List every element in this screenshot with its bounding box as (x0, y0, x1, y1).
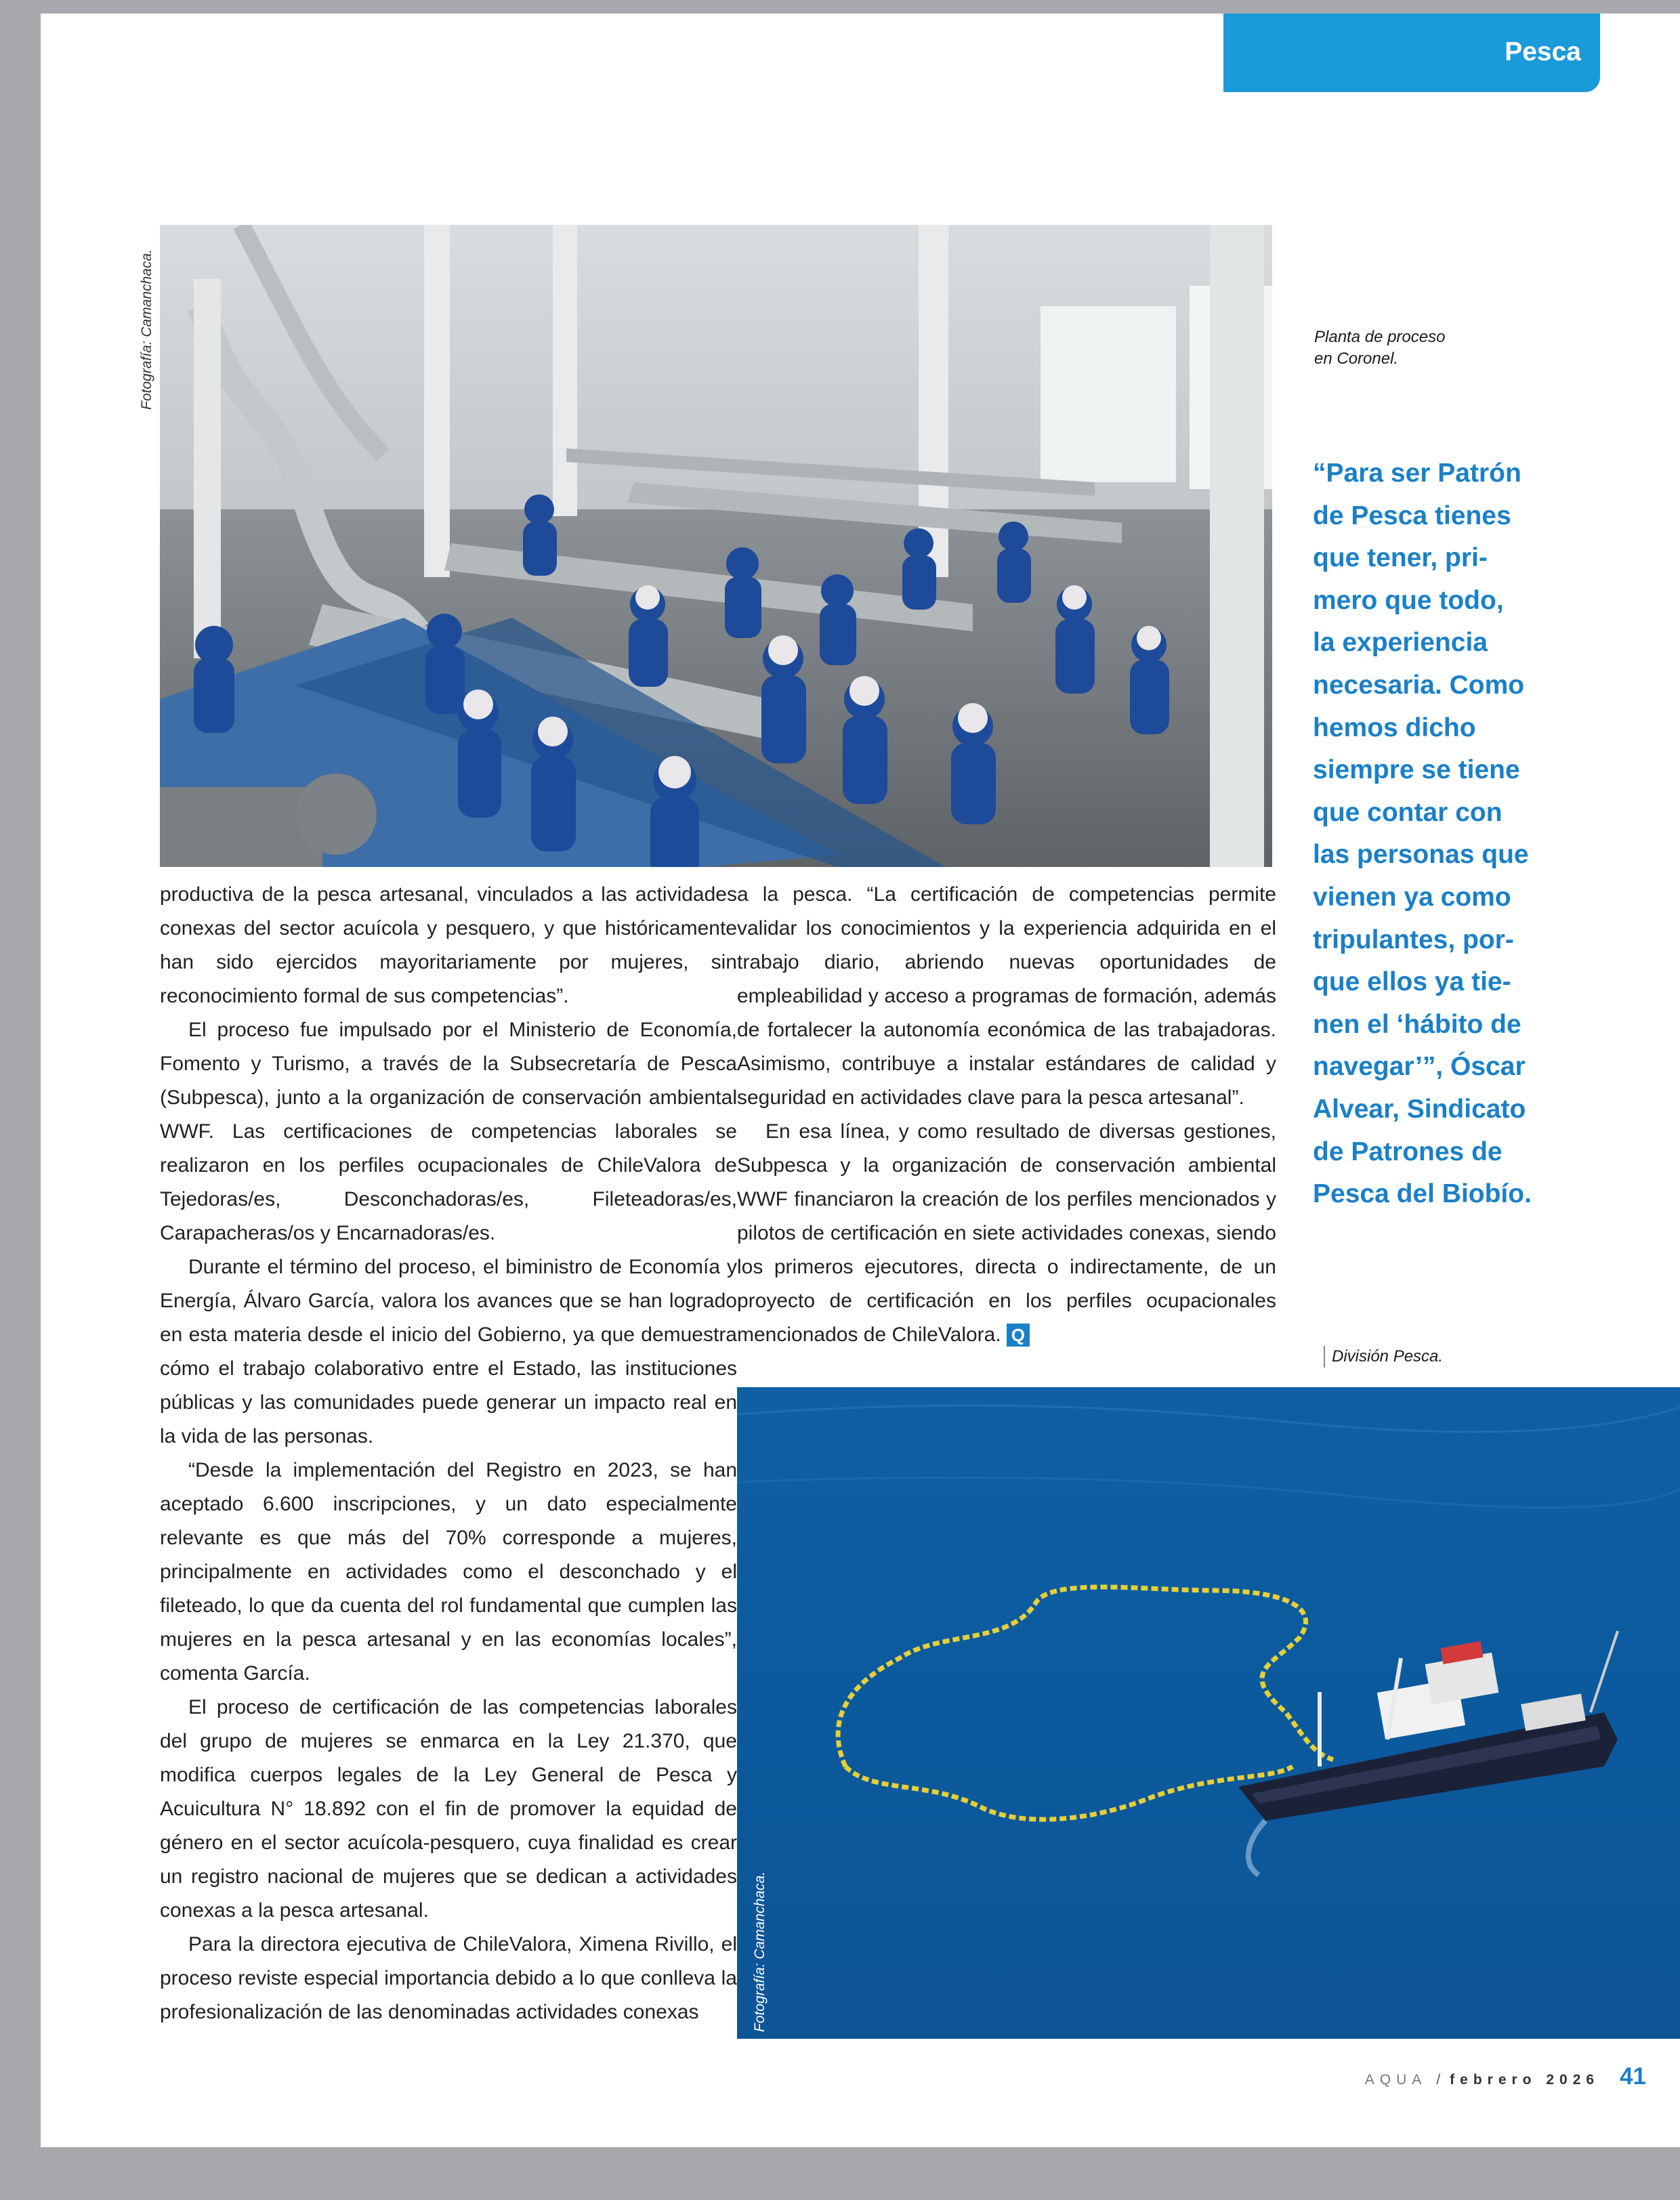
magazine-name: AQUA (1364, 2072, 1427, 2088)
page-number: 41 (1620, 2063, 1646, 2090)
sea-vessel-illustration (737, 1387, 1680, 2039)
paragraph: a la pesca. “La certificación de competencias permite validar los conocimientos y la experiencia adquirida en el trabajo diario, abriendo nuevas oportunidades de empleabilidad y acceso a programas de formación, además de fortalecer la autonomía económica de las trabajadoras. Asimismo, contribuye a instalar estándares de calidad y seguridad en actividades clave para la pesca artesanal”. (737, 883, 1276, 1109)
paragraph: productiva de la pesca artesanal, vinculados a las actividades conexas del sector acuícola y pesquero, y que históricamente han sido ejercidos mayoritariamente por mujeres, sin reconocimiento formal de sus competencias”. (160, 883, 737, 1007)
paragraph-last (737, 1115, 1276, 1352)
magazine-page (41, 14, 1680, 2147)
article-column-1 (160, 878, 737, 2029)
page-footer (1280, 2063, 1646, 2090)
paragraph: Para la directora ejecutiva de ChileValora, Ximena Rivillo, el proceso reviste especial importancia debido a lo que conlleva la profesionalización de las denominadas actividades conexas (160, 1933, 737, 2023)
issue-date: febrero 2026 (1450, 2072, 1600, 2088)
paragraph: “Desde la implementación del Registro en 2023, se han aceptado 6.600 inscripciones, y un dato especialmente relevante es que más del 70% corresponde a mujeres, principalmente en actividades como el desconchado y el fileteado, lo que da cuenta del rol fundamental que cumplen las mujeres en la pesca artesanal y en las economías locales”, comenta García. (160, 1459, 737, 1685)
section-tab (1223, 14, 1600, 92)
paragraph: El proceso de certificación de las competencias laborales del grupo de mujeres se enmarca en la Ley 21.370, que modifica cuerpos legales de la Ley General de Pesca y Acuicultura N° 18.892 con el fin de promover la equidad de género en el sector acuícola-pesquero, cuya finalidad es crear un registro nacional de mujeres que se dedican a actividades conexas a la pesca artesanal. (160, 1696, 737, 1922)
processing-plant-illustration (160, 225, 1272, 867)
end-mark-icon: Q (1007, 1324, 1030, 1347)
paragraph: El proceso fue impulsado por el Ministerio de Economía, Fomento y Turismo, a través de la Subsecretaría de Pesca (Subpesca), junto a la organización de conservación ambiental WWF. Las certificaciones de competencias laborales se realizaron en los perfiles ocupacionales de ChileValora de Tejedoras/es, Desconchadoras/es, Fileteadoras/es, Carapacheras/os y Encarnadoras/es. (160, 1019, 737, 1244)
photo-caption: División Pesca. (1324, 1346, 1443, 1368)
section-label: Pesca (1505, 37, 1581, 66)
photo-credit: Fotografía: Camanchaca. (139, 249, 154, 410)
footer-separator: / (1436, 2072, 1441, 2088)
paragraph-text: En esa línea, y como resultado de diversas gestiones, Subpesca y la organización de conservación ambiental WWF financiaron la creación de los perfiles mencionados y pilotos de certificación en siete actividades conexas, siendo los primeros ejecutores, directa o indirectamente, de un proyecto de certificación en los perfiles ocupacionales mencionados de ChileValora. (737, 1120, 1276, 1346)
photo-credit: Fotografía: Camanchaca. (752, 1871, 768, 2032)
fish-processing-plant-photo (160, 225, 1272, 867)
paragraph: Durante el término del proceso, el biministro de Economía y Energía, Álvaro García, valora los avances que se han logrado en esta materia desde el inicio del Gobierno, ya que demuestra cómo el trabajo colaborativo entre el Estado, las instituciones públicas y las comunidades puede generar un impacto real en la vida de las personas. (160, 1256, 737, 1447)
pull-quote: “Para ser Patrón de Pesca tienes que tener, pri- mero que todo, la experiencia necesaria. Como hemos dicho siempre se tiene que contar con las personas que vienen ya como tripulantes, por- que ellos ya tie- nen el ‘hábito de navegar’”, Óscar Alvear, Sindicato de Patrones de Pesca del Biobío. (1313, 459, 1532, 1209)
fishing-vessel-aerial-photo (737, 1387, 1680, 2039)
article-column-2 (737, 878, 1276, 1352)
photo-caption: Planta de proceso en Coronel. (1314, 328, 1446, 368)
